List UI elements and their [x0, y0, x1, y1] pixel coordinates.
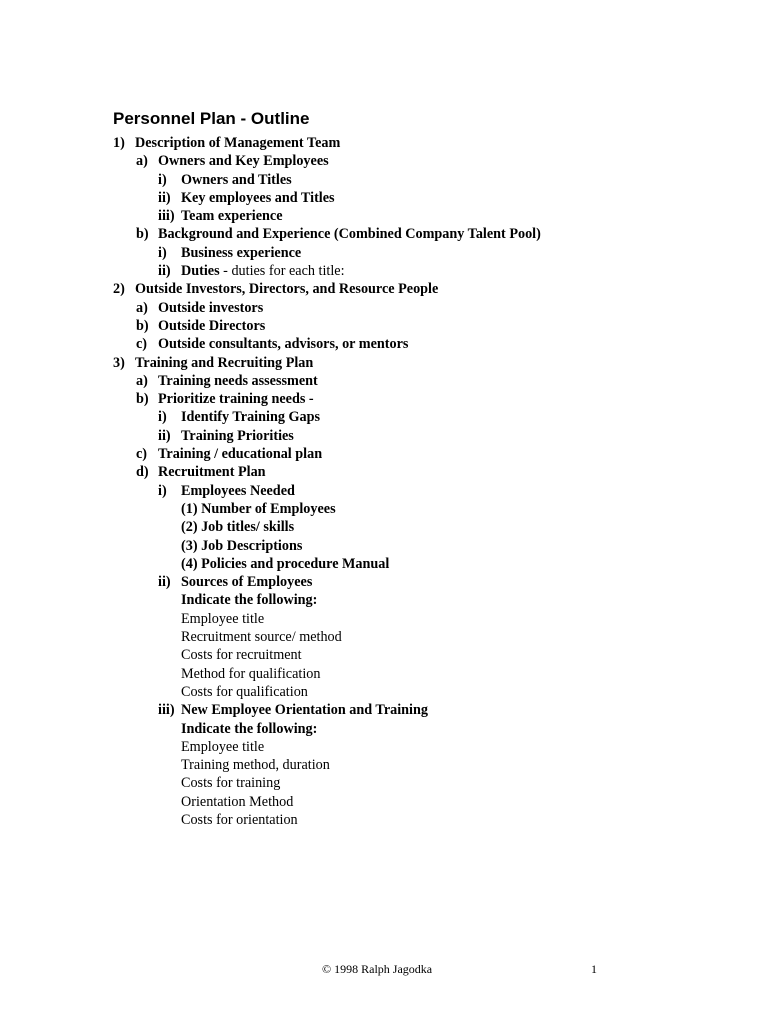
outline-list: [113, 134, 673, 829]
outline-text: [181, 482, 295, 500]
outline-item: [113, 500, 673, 518]
outline-item: [113, 701, 673, 719]
footer-page-number: 1: [591, 962, 597, 976]
outline-item: [113, 683, 673, 701]
outline-item: [113, 482, 673, 500]
outline-text-bold: Training and Recruiting Plan: [135, 354, 314, 371]
outline-text-bold: Outside investors: [158, 299, 264, 316]
outline-marker: b): [136, 391, 149, 408]
outline-marker: b): [136, 317, 149, 334]
outline-marker: d): [136, 464, 149, 481]
outline-text: [158, 445, 322, 463]
outline-item: [113, 811, 673, 829]
outline-marker: ii): [158, 263, 171, 280]
outline-text-bold: Indicate the following:: [181, 720, 318, 737]
outline-text: [181, 189, 335, 207]
outline-text: [158, 335, 408, 353]
outline-item: [113, 280, 673, 298]
outline-item: [113, 189, 673, 207]
outline-item: [113, 738, 673, 756]
outline-item: [113, 463, 673, 481]
outline-marker: i): [158, 409, 167, 426]
outline-marker: ii): [158, 189, 171, 206]
outline-text-normal: Training method, duration: [181, 757, 330, 774]
outline-text-bold: Sources of Employees: [181, 574, 313, 591]
outline-item: [113, 793, 673, 811]
outline-text: [181, 244, 301, 262]
outline-text: [181, 628, 342, 646]
outline-text: [181, 701, 428, 719]
outline-text: [181, 756, 330, 774]
outline-marker: i): [158, 171, 167, 188]
outline-text: [181, 427, 294, 445]
outline-item: [113, 408, 673, 426]
outline-item: [113, 134, 673, 152]
outline-marker: 2): [113, 281, 125, 298]
outline-text: [158, 372, 318, 390]
outline-text: [181, 408, 320, 426]
outline-marker: ii): [158, 427, 171, 444]
outline-text: [158, 463, 266, 481]
outline-text: [158, 317, 265, 335]
outline-text: [181, 207, 283, 225]
outline-text-bold: Indicate the following:: [181, 592, 318, 609]
outline-text-bold: (1) Number of Employees: [181, 500, 336, 517]
outline-item: [113, 646, 673, 664]
outline-text-bold: Outside Directors: [158, 317, 266, 334]
outline-text-bold: New Employee Orientation and Training: [181, 702, 428, 719]
outline-item: [113, 427, 673, 445]
outline-item: [113, 207, 673, 225]
outline-text-normal: Costs for training: [181, 775, 281, 792]
outline-item: [113, 628, 673, 646]
outline-text-bold: Owners and Key Employees: [158, 153, 329, 170]
outline-text: [158, 390, 314, 408]
outline-item: [113, 610, 673, 628]
outline-text: [181, 720, 317, 738]
outline-marker: a): [136, 153, 148, 170]
outline-item: [113, 354, 673, 372]
outline-text: [158, 225, 541, 243]
outline-text: [135, 354, 313, 372]
outline-item: [113, 665, 673, 683]
outline-text-bold: Training / educational plan: [158, 446, 323, 463]
outline-text: [158, 152, 329, 170]
outline-text-bold: (2) Job titles/ skills: [181, 519, 295, 536]
outline-text: [181, 738, 264, 756]
outline-item: [113, 756, 673, 774]
outline-text-bold: Description of Management Team: [135, 135, 341, 151]
outline-item: [113, 372, 673, 390]
outline-text-bold: Outside consultants, advisors, or mentors: [158, 336, 409, 353]
outline-marker: c): [136, 336, 148, 353]
outline-text-normal: Costs for qualification: [181, 683, 308, 700]
outline-text: [181, 610, 264, 628]
outline-text: [181, 665, 320, 683]
outline-marker: a): [136, 299, 148, 316]
outline-text: [181, 573, 312, 591]
outline-item: [113, 335, 673, 353]
outline-text-bold: Identify Training Gaps: [181, 409, 321, 426]
outline-text: [158, 299, 263, 317]
outline-marker: i): [158, 244, 167, 261]
outline-marker: a): [136, 372, 148, 389]
outline-text: [181, 793, 293, 811]
outline-text: [181, 646, 302, 664]
outline-text: [181, 518, 294, 536]
outline-text-bold: Recruitment Plan: [158, 464, 266, 481]
outline-item: [113, 317, 673, 335]
outline-text: [181, 683, 308, 701]
outline-marker: ii): [158, 574, 171, 591]
outline-item: [113, 555, 673, 573]
outline-text: [135, 134, 340, 152]
outline-text-normal: Employee title: [181, 610, 265, 627]
outline-text-normal: Orientation Method: [181, 793, 294, 810]
outline-text-normal: Method for qualification: [181, 665, 321, 682]
outline-text: [181, 537, 302, 555]
outline-marker: c): [136, 446, 148, 463]
outline-marker: iii): [158, 208, 175, 225]
outline-text-bold: Business experience: [181, 244, 302, 261]
outline-text: [181, 774, 280, 792]
outline-text: [181, 171, 292, 189]
outline-text-normal: - duties for each title:: [219, 263, 345, 280]
page-title: Personnel Plan - Outline: [113, 109, 310, 128]
outline-text: [181, 555, 389, 573]
outline-text-normal: Costs for orientation: [181, 811, 298, 828]
outline-text: [181, 500, 336, 518]
outline-marker: iii): [158, 702, 175, 719]
outline-item: [113, 720, 673, 738]
outline-text-bold: (4) Policies and procedure Manual: [181, 555, 390, 572]
outline-text-bold: Outside Investors, Directors, and Resource People: [135, 281, 439, 298]
outline-item: [113, 262, 673, 280]
outline-item: [113, 537, 673, 555]
outline-marker: b): [136, 226, 149, 243]
outline-marker: 3): [113, 354, 125, 371]
outline-text-bold: Owners and Titles: [181, 171, 292, 188]
outline-text-bold: Employees Needed: [181, 482, 295, 499]
outline-text-bold: Background and Experience (Combined Company Talent Pool): [158, 226, 541, 243]
outline-item: [113, 390, 673, 408]
outline-text-bold: Duties: [181, 263, 220, 280]
outline-text: [181, 591, 317, 609]
outline-item: [113, 573, 673, 591]
outline-text: [181, 262, 345, 280]
outline-text-normal: Employee title: [181, 738, 265, 755]
outline-item: [113, 225, 673, 243]
outline-item: [113, 171, 673, 189]
outline-item: [113, 445, 673, 463]
footer-copyright: © 1998 Ralph Jagodka: [322, 962, 433, 976]
outline-text: [181, 811, 298, 829]
outline-text-bold: Training needs assessment: [158, 372, 318, 389]
outline-item: [113, 152, 673, 170]
outline-text: [135, 280, 438, 298]
outline-item: [113, 518, 673, 536]
outline-item: [113, 774, 673, 792]
outline-item: [113, 591, 673, 609]
outline-text-normal: Recruitment source/ method: [181, 629, 342, 646]
outline-text-bold: Team experience: [181, 208, 283, 225]
outline-text-normal: Costs for recruitment: [181, 647, 302, 664]
outline-marker: 1): [113, 135, 125, 151]
outline-item: [113, 244, 673, 262]
outline-text-bold: Key employees and Titles: [181, 189, 335, 206]
outline-text-bold: Prioritize training needs -: [158, 391, 314, 408]
outline-marker: i): [158, 482, 167, 499]
outline-text-bold: Training Priorities: [181, 427, 294, 444]
outline-text-bold: (3) Job Descriptions: [181, 537, 303, 554]
outline-item: [113, 299, 673, 317]
